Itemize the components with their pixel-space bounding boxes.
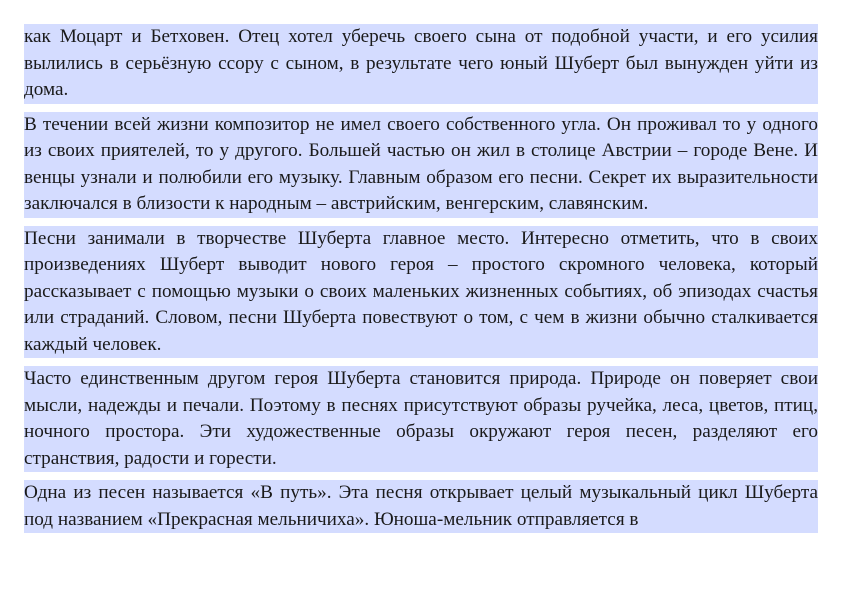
paragraph-5: Одна из песен называется «В путь». Эта песня открывает целый музыкальный цикл Шуберта под названием «Прекрасная мельничиха». Юноша-мельник отправляется в <box>24 480 818 533</box>
paragraph-3: Песни занимали в творчестве Шуберта главное место. Интересно отметить, что в своих произведениях Шуберт выводит нового героя – простого скромного человека, который рассказывает с помощью музыки о своих маленьких жизненных событиях, об эпизодах счастья или страданий. Словом, песни Шуберта повествуют о том, с чем в жизни обычно сталкивается каждый человек. <box>24 226 818 359</box>
paragraph-4: Часто единственным другом героя Шуберта становится природа. Природе он поверяет свои мысли, надежды и печали. Поэтому в песнях присутствуют образы ручейка, леса, цветов, птиц, ночного простора. Эти художественные образы окружают героя песен, разделяют его странствия, радости и горести. <box>24 366 818 472</box>
text-body <box>24 24 818 533</box>
paragraph-1: как Моцарт и Бетховен. Отец хотел уберечь своего сына от подобной участи, и его усилия вылились в серьёзную ссору с сыном, в результате чего юный Шуберт был вынужден уйти из дома. <box>24 24 818 104</box>
paragraph-2: В течении всей жизни композитор не имел своего собственного угла. Он проживал то у одного из своих приятелей, то у другого. Большей частью он жил в столице Австрии – городе Вене. И венцы узнали и полюбили его музыку. Главным образом его песни. Секрет их выразительности заключался в близости к народным – австрийским, венгерским, славянским. <box>24 112 818 218</box>
